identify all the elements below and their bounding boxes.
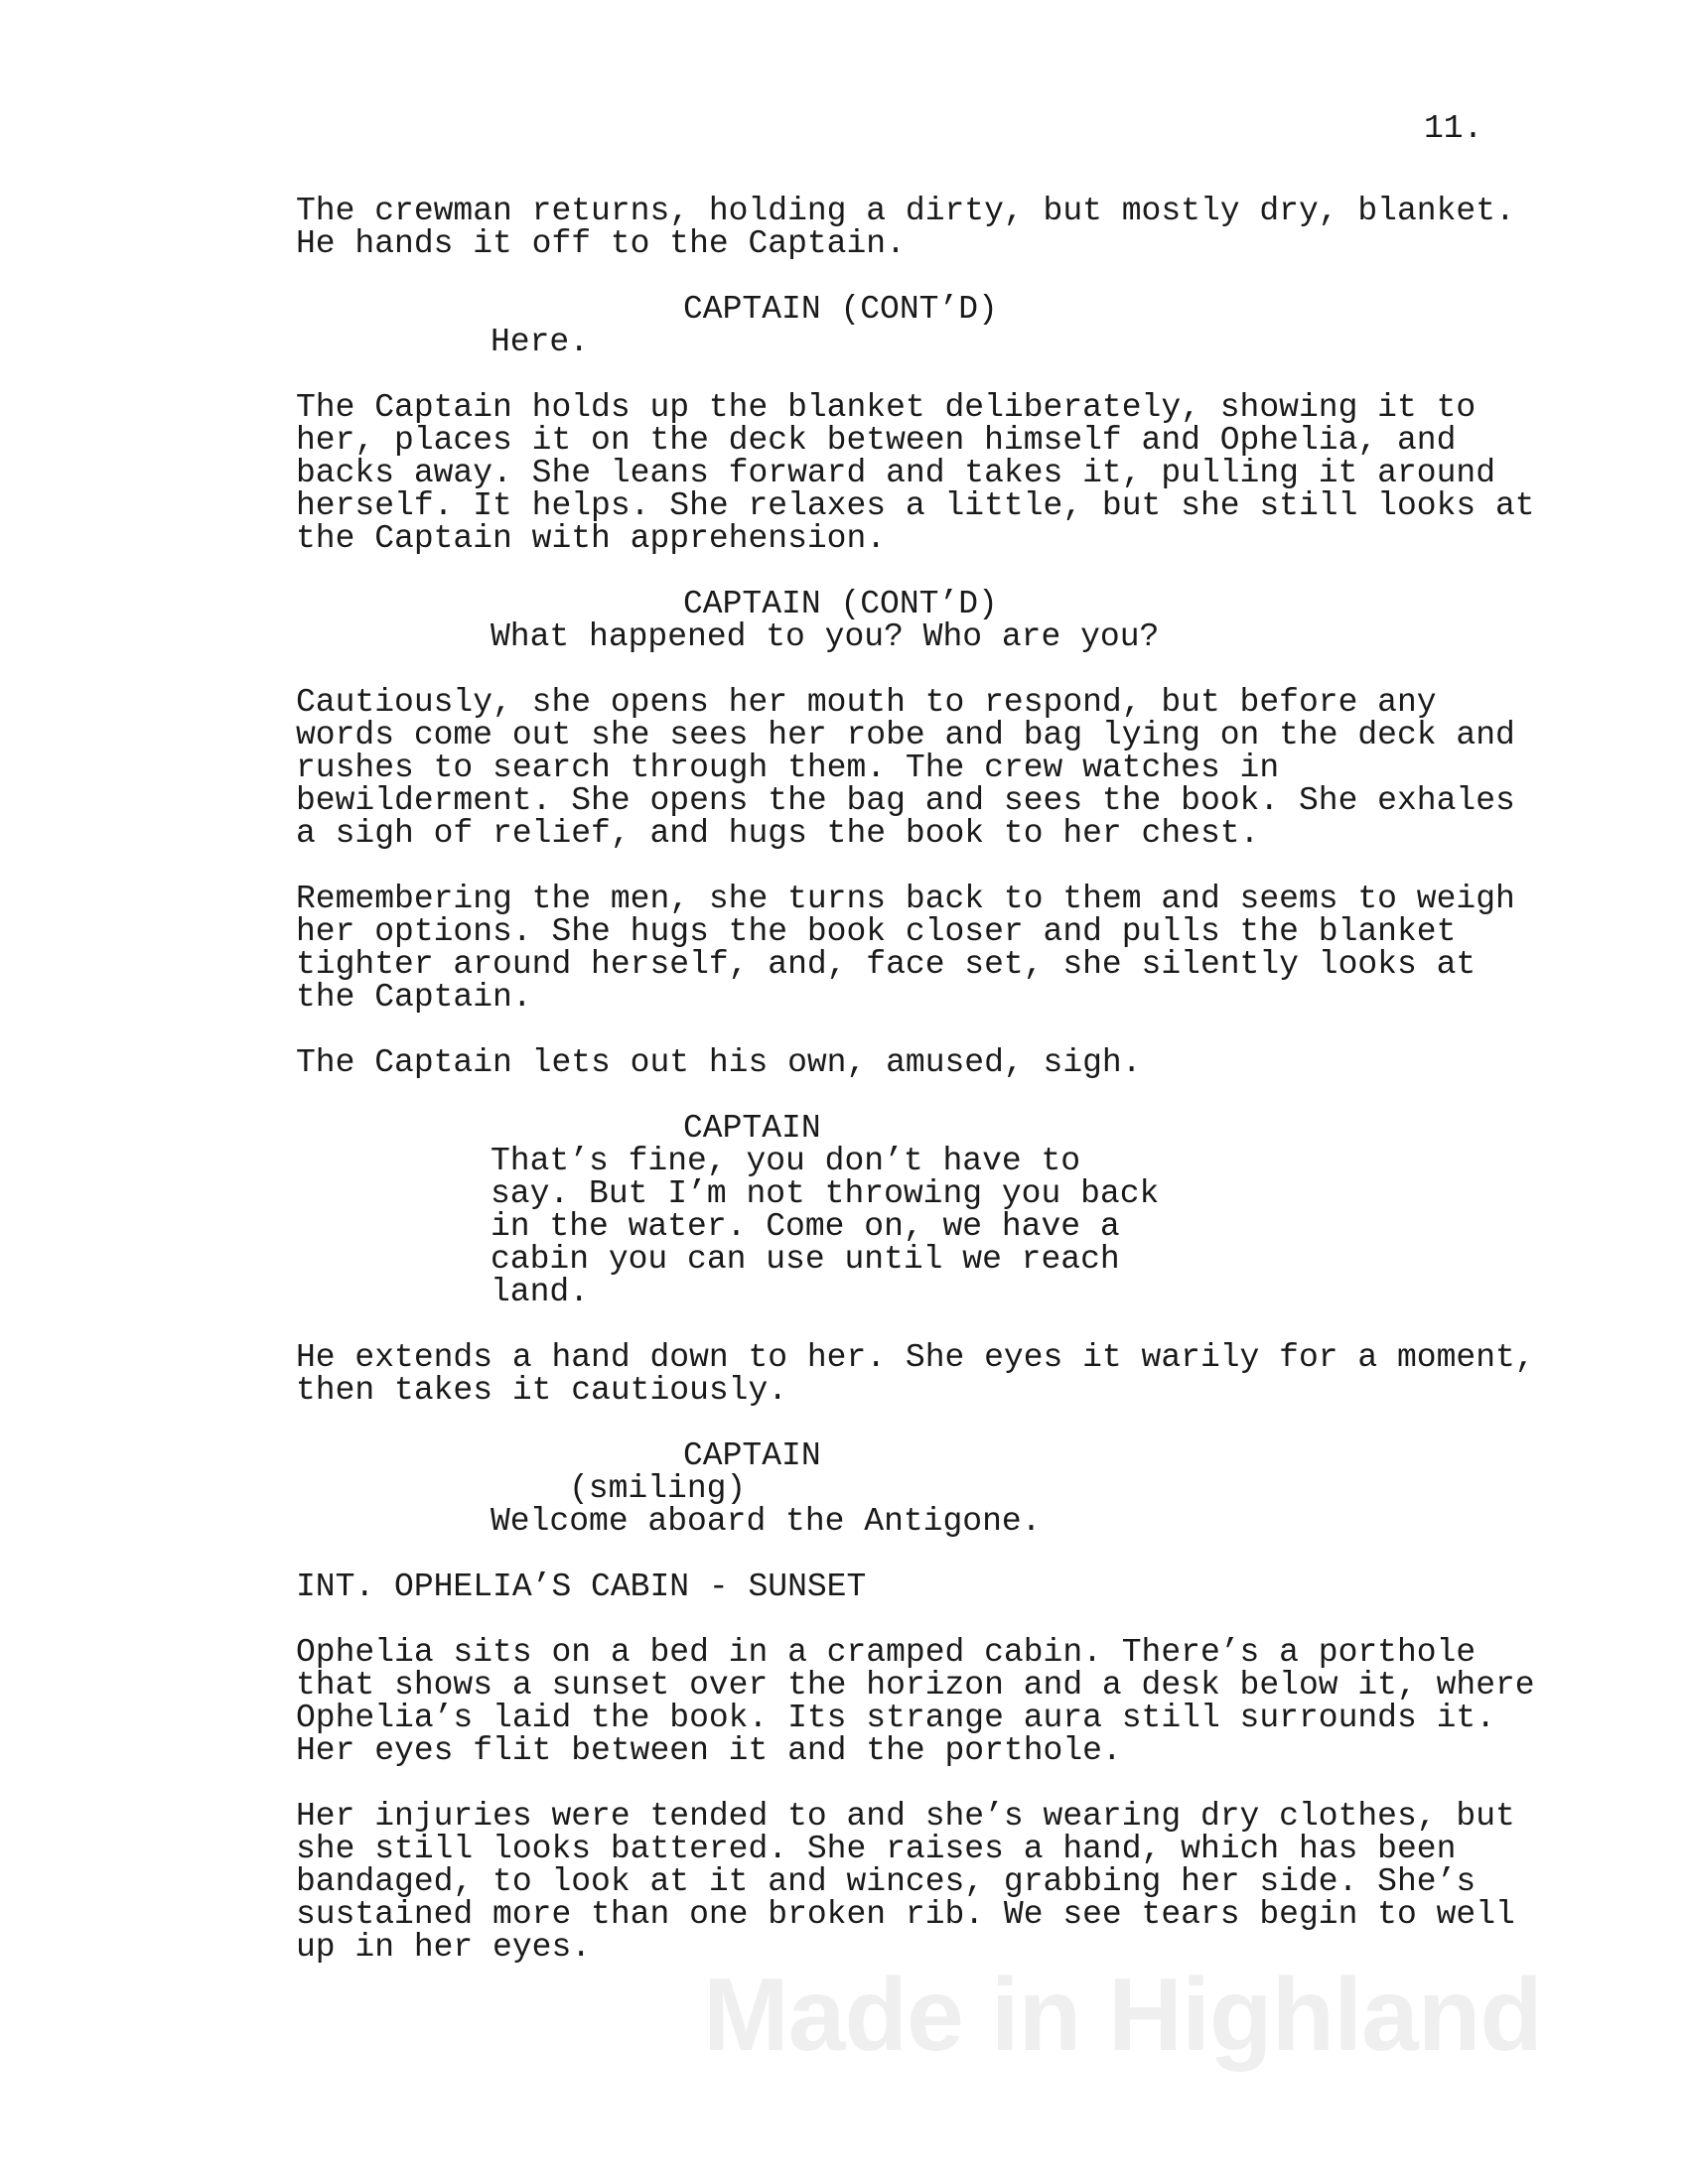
action-line: Cautiously, she opens her mouth to respond, but before any words come out she sees her robe and bag lying on the deck and rushes to search through them. The crew watches in bewilderment. She opens the bag and sees the book. She exhales a sigh of relief, and hugs the book to her chest. <box>296 684 1515 852</box>
action-line: The Captain lets out his own, amused, sigh. <box>296 1044 1142 1081</box>
action-line: The Captain holds up the blanket deliberately, showing it to her, places it on the deck between himself and Ophelia, and backs away. She leans forward and takes it, pulling it around herself. It helps. She relaxes a little, but she still looks at the Captain with apprehension. <box>296 389 1535 557</box>
dialogue-line: Welcome aboard the Antigone. <box>491 1503 1042 1540</box>
page-number: 11. <box>1424 110 1483 147</box>
dialogue-block <box>296 588 1577 653</box>
action-line: Ophelia sits on a bed in a cramped cabin. There’s a porthole that shows a sunset over the horizon and a desk below it, where Ophelia’s laid the book. Its strange aura still surrounds it. Her eyes flit between it and the porthole. <box>296 1634 1535 1769</box>
watermark: Made in Highland <box>703 1958 1542 2073</box>
character-name: CAPTAIN <box>683 1110 821 1147</box>
action-line: Her injuries were tended to and she’s wearing dry clothes, but she still looks battered. She raises a hand, which has been bandaged, to look at it and winces, grabbing her side. She’s sustained more than one broken rib. We see tears begin to well up in her eyes. <box>296 1798 1515 1966</box>
character-name: CAPTAIN <box>683 1437 821 1474</box>
dialogue-line: That’s fine, you don’t have to say. But I’m not throwing you back in the water. Come on, we have a cabin you can use until we reach land. <box>491 1143 1160 1310</box>
action-line: He extends a hand down to her. She eyes it warily for a moment, then takes it cautiously. <box>296 1339 1535 1409</box>
action-line: The crewman returns, holding a dirty, but mostly dry, blanket. He hands it off to the Captain. <box>296 193 1515 262</box>
character-name: CAPTAIN (CONT’D) <box>683 586 998 622</box>
dialogue-line: Here. <box>491 324 590 360</box>
character-name: CAPTAIN (CONT’D) <box>683 291 998 328</box>
dialogue-block <box>296 293 1577 358</box>
dialogue-line: What happened to you? Who are you? <box>491 618 1160 655</box>
action-line: Remembering the men, she turns back to them and seems to weigh her options. She hugs the book closer and pulls the blanket tighter around herself, and, face set, she silently looks at the Captain. <box>296 881 1515 1016</box>
script-content <box>296 195 1577 1996</box>
dialogue-block <box>296 1439 1577 1538</box>
scene-heading: INT. OPHELIA’S CABIN - SUNSET <box>296 1569 867 1605</box>
dialogue-block <box>296 1112 1577 1308</box>
parenthetical: (smiling) <box>569 1470 747 1507</box>
